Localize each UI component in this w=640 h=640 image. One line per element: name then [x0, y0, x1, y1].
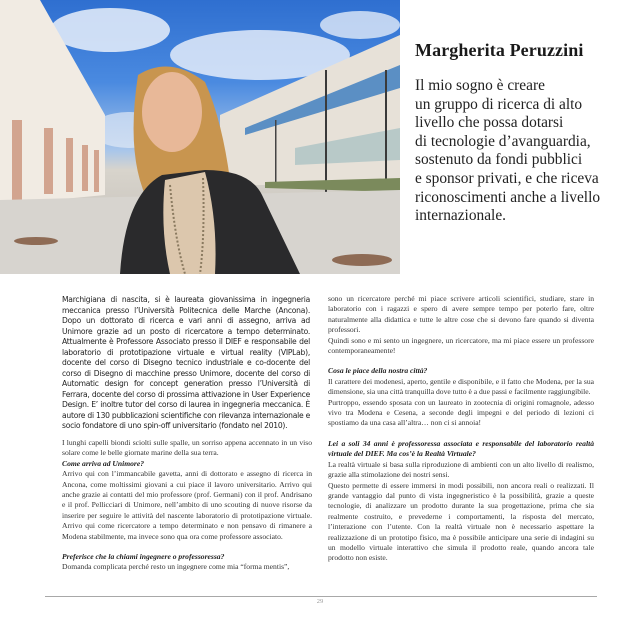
- interview-column-left: [62, 438, 312, 573]
- quote-line: un gruppo di ricerca di alto: [415, 95, 583, 113]
- pull-quote: [415, 77, 637, 226]
- interview-opening: I lunghi capelli biondi sciolti sulle spalle, un sorriso appena accennato in un viso solare come le belle giornate marine della sua terra.: [62, 438, 312, 458]
- quote-line: di tecnologie d’avanguardia,: [415, 132, 591, 150]
- portrait-photo: [0, 0, 400, 274]
- person-name: Margherita Peruzzini: [415, 40, 584, 60]
- bio-intro: Marchigiana di nascita, si è laureata giovanissima in ingegneria meccanica presso l’Università Politecnica delle Marche (Ancona). Dopo un dottorato di ricerca e vari anni di assegno, arriva ad Unimore grazie ad un posto di ricercatore a tempo determinato. Attualmente è Professore Associato presso il DIEF e responsabile del laboratorio di prototipazione virtuale e virtual reality (VIPLab), docente del corso di Disegno tecnico industriale e co-docente del corso di Disegno di macchine presso Unimore, docente del corso di Automatic design for concept generation presso l’Università di Ferrara, docente del corso di prossima attivazione in User Experience Design. E’ inoltre tutor del corso di laurea in ingegneria meccanica. È autore di 130 pubblicazioni scientifiche con rilevanza internazionale e socio fondatore di uno spin-off universitario (fondato nel 2010).: [62, 295, 310, 430]
- interview-answer: Questo permette di essere immersi in modi possibili, non ancora reali o realizzati. Il grande vantaggio dal punto di vista ingegneristico è la possibilità, grazie a queste tecnologie, di analizzare un prodotto durante la sua progettazione, prima che sia realmente costruito, e prevederne i comportamenti, la risposta del mercato, l’interazione con l’utente. Con la realtà virtuale non è necessario aspettare la realizzazione di un prototipo fisico, ma è possibile anticipare una serie di indagini su un modello virtuale interattivo che simula il prodotto reale, quando ancora tale prodotto non esiste.: [328, 480, 594, 563]
- interview-answer: Quindi sono e mi sento un ingegnere, un ricercatore, ma mi piace essere un professore contemporaneamente!: [328, 335, 594, 356]
- interview-answer: Il carattere dei modenesi, aperto, gentile e disponibile, e il fatto che Modena, per la sua dimensione, sia una città tranquilla dove tutto è a due passi e facilmente raggiungibile.: [328, 376, 594, 397]
- interview-question: Lei a soli 34 anni è professoressa associata e responsabile del laboratorio realtà virtuale del DIEF. Ma cos’è la Realtà Virtuale?: [328, 438, 594, 459]
- interview-question: Preferisce che la chiami ingegnere o professoressa?: [62, 552, 225, 562]
- interview-question: Come arriva ad Unimore?: [62, 458, 145, 468]
- quote-line: riconoscimenti anche a livello: [415, 188, 601, 206]
- interview-column-right: [328, 294, 594, 564]
- interview-answer: Domanda complicata perché resto un ingegnere come mia “forma mentis”,: [62, 562, 290, 572]
- campus-scene-illustration: [0, 0, 400, 274]
- quote-line: Il mio sogno è creare: [415, 77, 545, 94]
- quote-line: livello che possa dotarsi: [415, 114, 564, 132]
- footer-divider: [45, 596, 597, 597]
- interview-answer: Arrivo qui con l’immancabile gavetta, anni di dottorato e assegno di ricerca in Ancona, come moltissimi giovani a cui piace il lavoro universitario. Arrivo qui anche grazie ai contatti del mio professore (prof. Germani) con il prof. Andrisano e il prof. Pellicciari di Unimore, nell’ambito di uno scouting di nuove risorse da inserire per seguire le attività del nascente laboratorio di prototipazione virtuale. Arrivo qui come ricercatore a tempo determinato e non pensavo di rimanere a Modena stabilmente, ma invece sono qua ora come professore associato.: [62, 469, 312, 541]
- quote-line: e sponsor privati, e che riceva: [415, 169, 599, 187]
- quote-line: sostenuto da fondi pubblici: [415, 151, 583, 169]
- interview-answer: Purtroppo, essendo sposata con un laureato in zootecnia di origini romagnole, adesso vivo tra Modena e Cesena, a seconde degli impegni e del periodo di lezioni ci spostiamo da una casa all’altra… non ci si annoia!: [328, 397, 594, 428]
- page-number: 29: [316, 598, 324, 605]
- interview-answer: sono un ricercatore perché mi piace scrivere articoli scientifici, studiare, stare in laboratorio con i ragazzi e spero di avere sempre tempo per poterlo fare, oltre naturalmente alla didattica e tutte le altre cose che si devono fare quando si diventa professori.: [328, 294, 594, 335]
- interview-question: Cosa le piace della nostra città?: [328, 366, 428, 376]
- interview-answer: La realtà virtuale si basa sulla riproduzione di ambienti con un alto livello di realismo, grazie alla stimolazione dei nostri sensi.: [328, 459, 594, 480]
- quote-line: internazionale.: [415, 207, 507, 225]
